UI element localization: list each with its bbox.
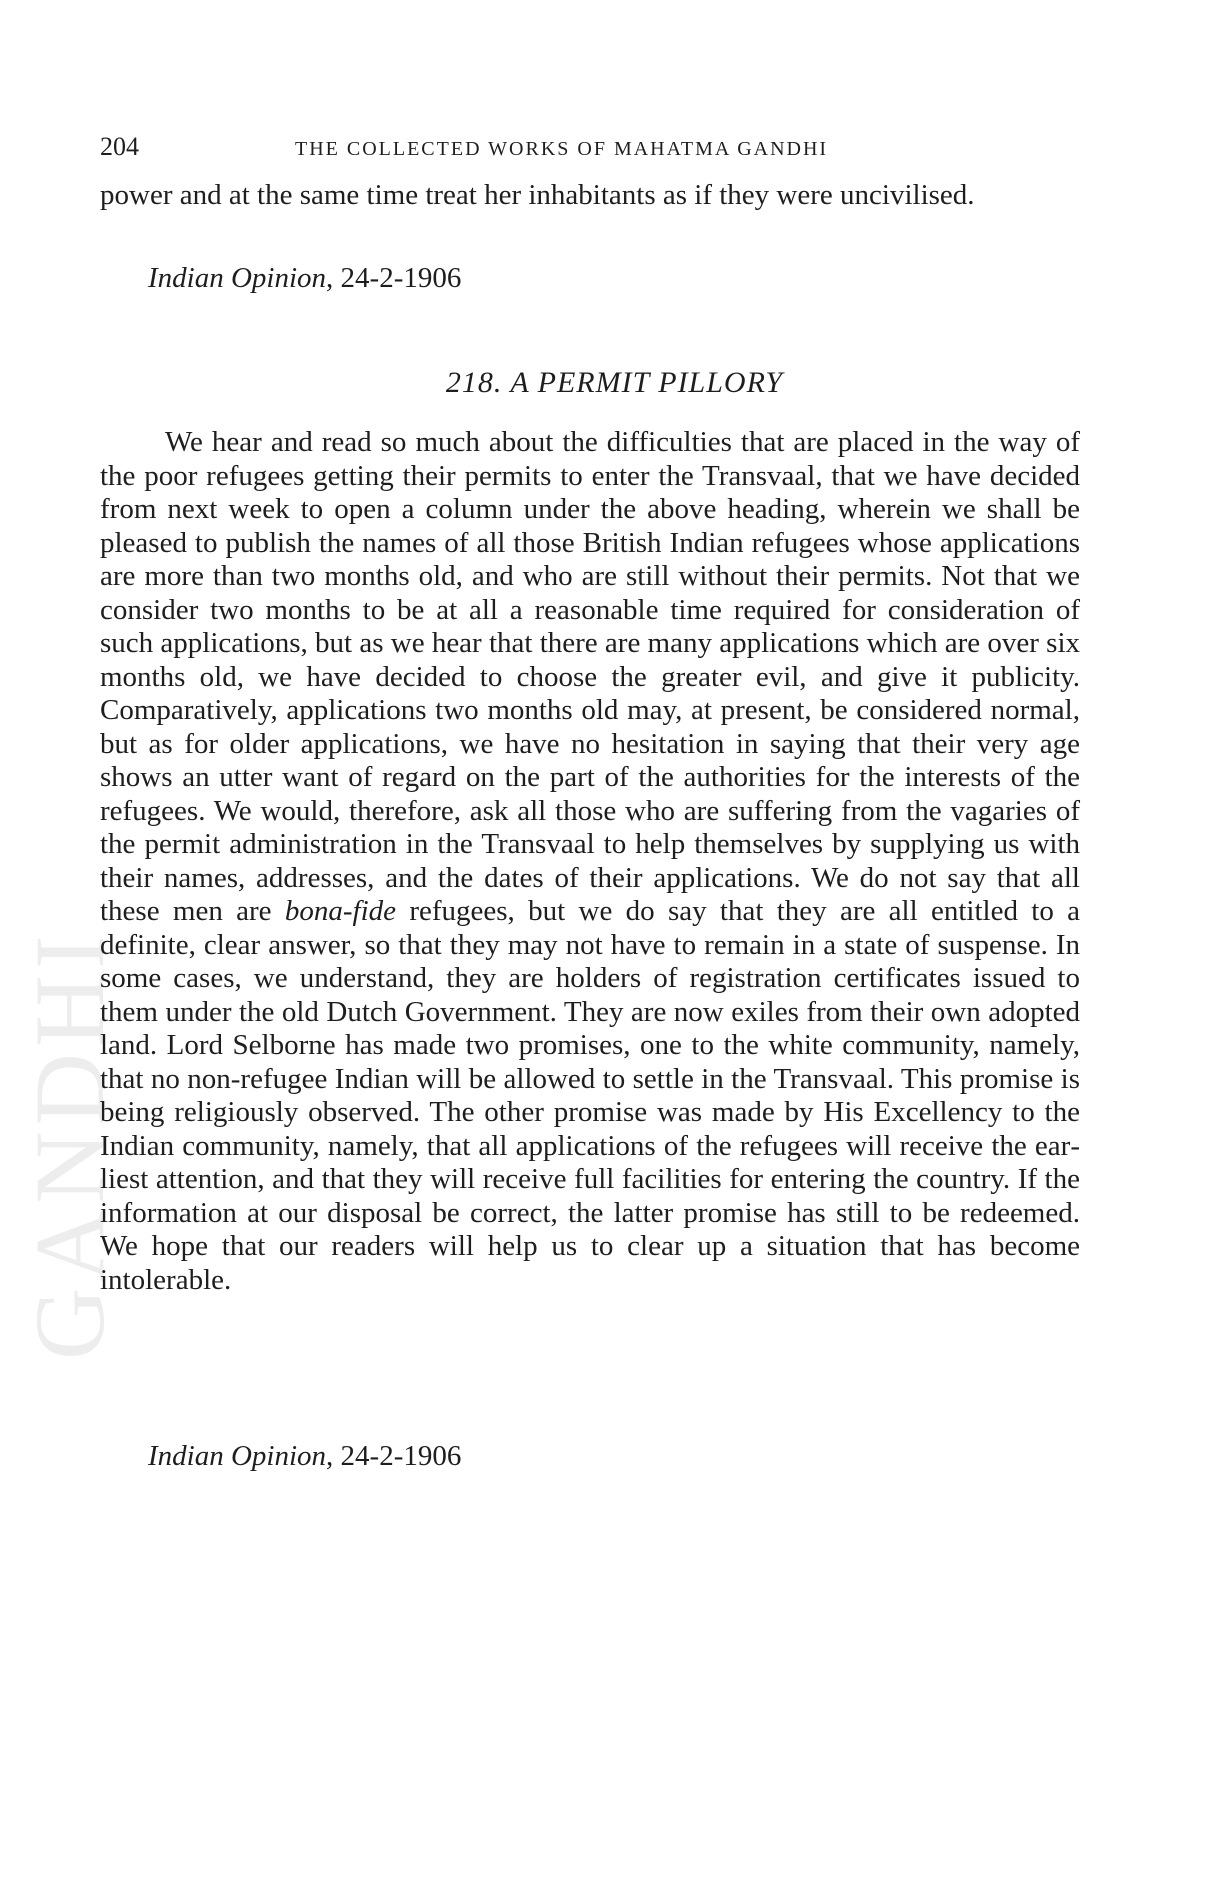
source-paper: Indian Opinion [148, 1440, 327, 1472]
watermark: GANDHI [14, 929, 125, 1360]
body-text-part2: refugees, but we do say that they are all entitled to a definite, clear answer, so that they may not have to remain in a state of suspense. In some cases, we understand, they are holders of registration certificates issued to them under the old Dutch Government. They are now exiles from their own adopted land. Lord Selborne has made two promises, one to the white community, namely, that no non-refugee Indian will be allowed to settle in the Transvaal. This promise is being religiously observed. The other promise was made by His Excellency to the Indian community, namely, that all applications of the refugees will receive the earliest attention, and that they will receive full facilities for entering the country. If the information at our disposal be correct, the latter promise has still to be redeemed. We hope that our readers will help us to clear up a situation that has become intolerable. [100, 895, 1081, 1296]
source-citation [148, 1440, 461, 1473]
article-title: 218. A PERMIT PILLORY [445, 366, 784, 399]
body-text-part1: We hear and read so much about the difficulties that are placed in the way of the poor refugees getting their permits to enter the Transvaal, that we have decided from next week to open a column under the above heading, wherein we shall be pleased to publish the names of all those British Indian refugees whose applications are more than two months old, and who are still without their permits. Not that we consider two months to be at all a reasonable time required for consideration of such applications, but as we hear that there are many applications which are over six months old, we have decided to choose the greater evil, and give it publicity. Comparatively, applications two months old may, at present, be considered normal, but as for older applications, we have no hesitation in saying that their very age shows an utter want of regard on the part of the authorities for the interests of the refugees. We would, therefore, ask all those who are suffering from the vagaries of the permit administration in the Transvaal to help themselves by supplying us with their names, addresses, and the dates of their applications. We do not say that all these men are [100, 426, 1081, 927]
source-paper: Indian Opinion [148, 262, 327, 294]
source-date: 24-2-1906 [340, 262, 462, 294]
source-separator: , [326, 262, 341, 294]
source-separator: , [326, 1440, 341, 1472]
intro-text: power and at the same time treat her inhabitants as if they were uncivilised. [100, 179, 975, 211]
body-emphasis: bona-fide [284, 895, 397, 927]
article-body [100, 426, 1080, 1297]
body-paragraph [100, 426, 1080, 1297]
page-number: 204 [100, 132, 139, 161]
source-date: 24-2-1906 [340, 1440, 462, 1472]
intro-paragraph [100, 179, 1080, 213]
running-title: THE COLLECTED WORKS OF MAHATMA GANDHI [295, 138, 829, 160]
source-citation [148, 262, 461, 295]
